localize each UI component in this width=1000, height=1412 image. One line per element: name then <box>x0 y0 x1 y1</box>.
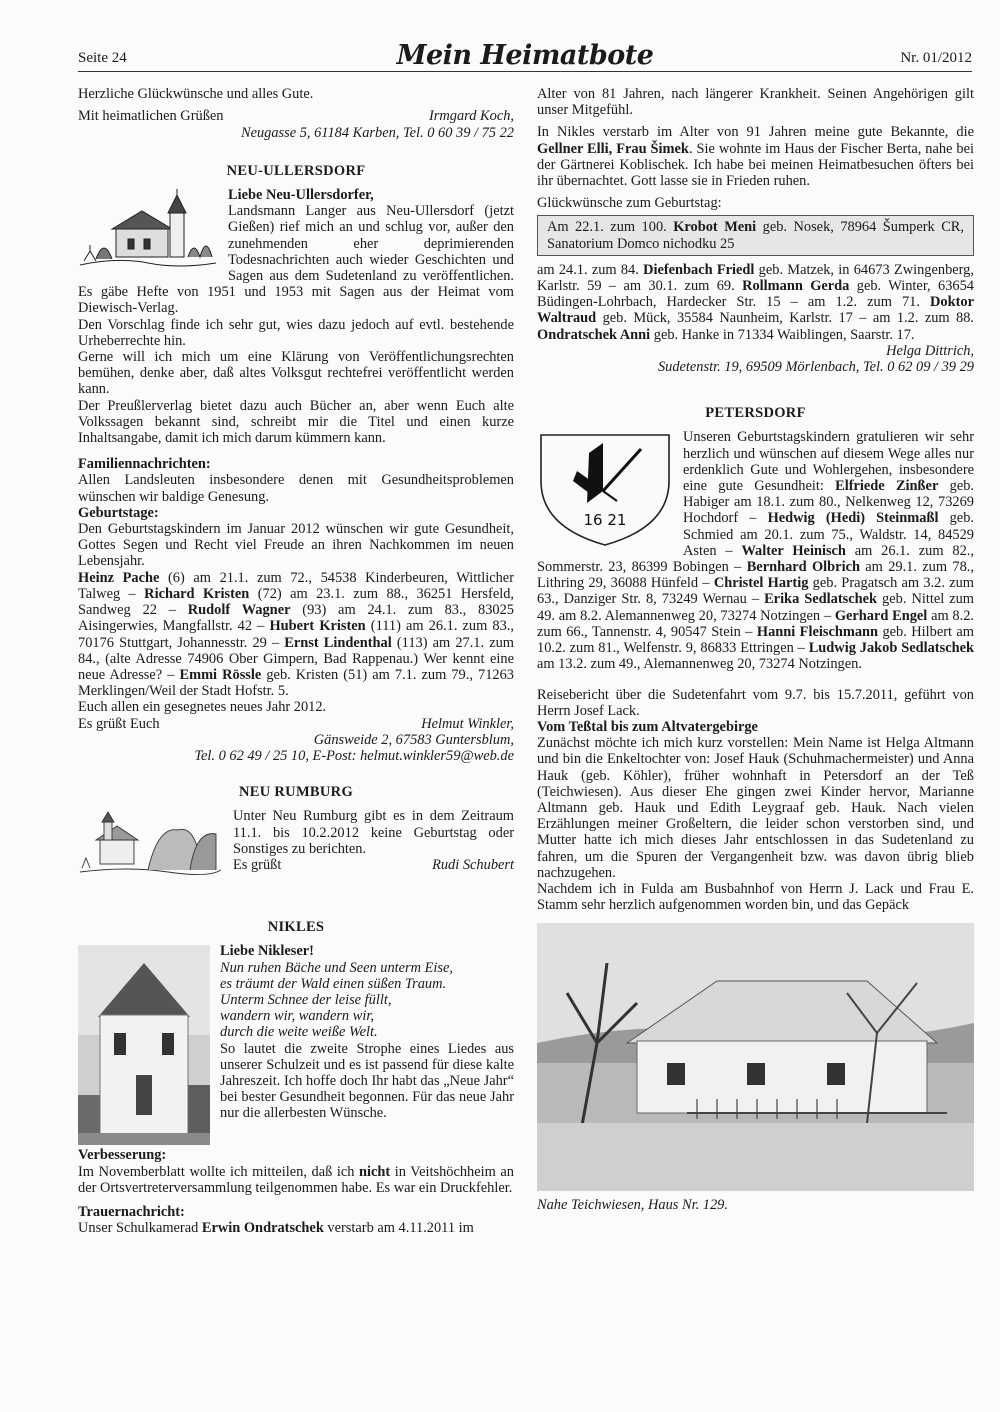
birthday-details: am 8.2. zum 66., Tannenstr. 4, 90547 Stein – <box>537 607 974 640</box>
signature-address: Gänsweide 2, 67583 Guntersblum, <box>313 731 514 748</box>
poem-line: Nun ruhen Bäche und Seen unterm Eise, <box>220 959 453 976</box>
neu-ullersdorf-paragraph-3: Gerne will ich mich um eine Klärung von Veröffentlichungsrechten bemühen, denke aber, daß altes Volksgut rechtefrei veröffentlicht werden kann. <box>78 349 514 398</box>
obituary-name: Erwin Ondratschek <box>201 1220 324 1237</box>
correction-text-c: in Veitshöchheim an der Ortsvertreterversammlung teilgenommen habe. Es war ein Druckfehler. <box>78 1163 514 1196</box>
birthday-details: (113) am 27.1. zum 84., (alte Adresse 74906 Ober Gimpern, Bad Rappenau.) Wer kennt eine neue Adresse? – <box>78 634 514 683</box>
section-title-neu-rumburg: NEU RUMBURG <box>238 784 354 801</box>
birthday-details: (72) am 23.1. zum 88., 36251 Hersfeld, Sandweg 22 – <box>78 585 514 619</box>
house-photo <box>537 923 974 1191</box>
poem-line: es träumt der Wald einen süßen Traum. <box>220 975 447 992</box>
right-column <box>537 86 974 1214</box>
birthday-details: am 29.1. zum 78., Lithring 29, 36088 Hünfeld – <box>537 559 974 592</box>
village-drawing-image <box>78 810 223 878</box>
birthday-name: Gerhard Engel <box>834 607 928 624</box>
birthday-name: Elfriede Zinßer <box>835 478 939 495</box>
birthdays-intro: Den Geburtstagskindern im Januar 2012 wünschen wir gute Gesundheit, Gottes Segen und Recht viel Freude an ihren Nachkommen im neuen Lebensjahr. <box>78 521 514 570</box>
signature-address-2: Sudetenstr. 19, 69509 Mörlenbach, Tel. 0 62 09 / 39 29 <box>657 359 974 376</box>
family-news-text: Allen Landsleuten insbesondere denen mit Gesundheitsproblemen wünschen wir baldige Genesung. <box>78 472 514 505</box>
obituary-heading: Trauernachricht: <box>78 1203 185 1220</box>
birthday-name: Hedwig (Hedi) Steinmaßl <box>767 510 939 527</box>
petersdorf-intro: Unseren Geburtstagskindern gratulieren wir sehr herzlich und wünschen auf diesem Wege alles nur erdenklich Gute und Wohlergehen, insbesondere eine gute Gesundheit: <box>683 429 974 495</box>
birthday-details: am 13.2. zum 49., Alemannenweg 20, 73274 Notzingen. <box>537 656 862 673</box>
section-title-neu-ullersdorf: NEU-ULLERSDORF <box>226 162 366 179</box>
issue-number: Nr. 01/2012 <box>900 50 972 66</box>
birthday-details: (93) am 24.1. zum 83., 83025 Aisingerwies, Mangfallstr. 42 – <box>78 602 514 635</box>
neu-rumburg-greeting: Es grüßt <box>233 856 282 873</box>
box-text-b: geb. Nosek, 78964 Šumperk CR, Sanatorium Domco nichodku 25 <box>547 219 965 252</box>
birthday-name: Doktor Waltraud <box>537 294 974 327</box>
highlight-birthday-box <box>537 215 974 255</box>
page-number: Seite 24 <box>78 50 127 66</box>
neu-rumburg-signature-row <box>233 857 514 873</box>
birthday-greetings-intro: Glückwünsche zum Geburtstag: <box>537 195 722 212</box>
header-rule <box>78 71 972 72</box>
obituary-text <box>78 1220 514 1236</box>
birthdays-heading: Geburtstage: <box>78 504 159 521</box>
signature-greeting: Es grüßt Euch <box>78 715 160 732</box>
neu-ullersdorf-paragraph-2: Den Vorschlag finde ich sehr gut, wies dazu jedoch auf evtl. bestehende Urheberrechte hin. <box>78 316 514 349</box>
birthday-name: Walter Heinisch <box>741 542 846 559</box>
signature-contact: Tel. 0 62 49 / 25 10, E-Post: helmut.winkler59@web.de <box>194 747 514 764</box>
intro-greeting: Mit heimatlichen Grüßen <box>78 108 224 125</box>
petersdorf-coat-of-arms <box>537 431 673 547</box>
neu-rumburg-text: Unter Neu Rumburg gibt es in dem Zeitraum 11.1. bis 10.2.2012 keine Geburtstag oder Sonstiges zu berichten. <box>233 808 514 857</box>
birthday-details: geb. Schmied am 20.1. zum 75., Waldstr. 14, 84529 Asten – <box>683 510 974 559</box>
travel-report-intro: Reisebericht über die Sudetenfahrt vom 9.7. bis 15.7.2011, geführt von Herrn Josef Lack. <box>537 686 974 719</box>
birthday-name: Richard Kristen <box>144 585 250 602</box>
birthday-name: Erika Sedlatschek <box>764 591 878 608</box>
masthead-title: Mein Heimatbote <box>396 40 654 71</box>
signature-name: Helmut Winkler, <box>421 715 514 732</box>
nikles-church-photo <box>78 945 210 1145</box>
family-news-heading: Familiennachrichten: <box>78 456 211 473</box>
birthday-details: am 24.1. zum 84. <box>537 261 644 278</box>
nikles-obituary-2 <box>537 124 974 189</box>
church-drawing-image <box>78 189 218 271</box>
obituary-continuation: Alter von 81 Jahren, nach längerer Krankheit. Seinen Angehörigen gilt unser Mitgefühl. <box>537 86 974 119</box>
obituary-2-text-b: . Sie wohnte im Haus der Fischer Berta, nahe bei der Gärtnerei Koblischek. Ich habe bei meinen Heimatbesuchen öfters bei ihr übernachtet. Gott lasse sie in Frieden ruhen. <box>537 140 974 190</box>
obituary-2-text-a: In Nikles verstarb im Alter von 91 Jahren meine gute Bekannte, die <box>537 124 974 141</box>
birthday-name: Christel Hartig <box>713 575 809 592</box>
obituary-text-b: verstarb am 4.11.2011 im <box>323 1220 474 1237</box>
poem-line: Unterm Schnee der leise füllt, <box>220 991 392 1008</box>
birthday-details: geb. Hanke in 71334 Waiblingen, Saarstr. 17. <box>650 326 915 343</box>
birthday-name: Ernst Lindenthal <box>284 634 392 651</box>
obituary-2-name: Gellner Elli, Frau Šimek <box>537 140 689 157</box>
birthday-name: Heinz Pache <box>78 569 160 586</box>
obituary-text-a: Unser Schulkamerad <box>78 1220 202 1237</box>
birthday-details: geb. Winter, 63654 Büdingen-Lohrbach, Hardecker Str. 15 – am 1.2. zum 71. <box>537 278 974 311</box>
birthday-details: (6) am 21.1. zum 72., 54538 Kinderbeuren, Wittlicher Talweg – <box>78 569 514 602</box>
birthday-details: am 26.1. zum 82., Sommerstr. 23, 86399 Bobingen – <box>537 542 974 576</box>
intro-signature-address: Neugasse 5, 61184 Karben, Tel. 0 60 39 / 75 22 <box>240 124 514 141</box>
section-title-nikles: NIKLES <box>267 919 325 936</box>
neu-ullersdorf-paragraph-1: Landsmann Langer aus Neu-Ullersdorf (jetzt Gießen) rief mich an und schlug vor, außer den zunehmenden eher deprimierenden Todesnachrichten auch wieder Geschichten und Sagen aus dem Sudetenland zu veröffentlichen. Es gäbe Hefte von 1951 und 1953 mit Sagen aus der Heimat vom Diewisch-Verlag. <box>78 203 514 317</box>
birthday-details: geb. Hilbert am 10.2. zum 81., Welfenstr. 9, 86833 Ettringen – <box>537 623 974 657</box>
photo-caption: Nahe Teichwiesen, Haus Nr. 129. <box>537 1197 728 1214</box>
poem-line: wandern wir, wandern wir, <box>220 1008 374 1025</box>
birthday-name: Diefenbach Friedl <box>643 261 755 278</box>
box-text-a: Am 22.1. zum 100. <box>547 219 674 236</box>
correction-heading: Verbesserung: <box>78 1147 167 1164</box>
signature-name-2: Helga Dittrich, <box>886 342 974 359</box>
box-name: Krobot Meni <box>673 219 757 236</box>
left-column <box>78 86 514 1236</box>
birthday-name: Hanni Fleischmann <box>756 623 879 640</box>
intro-wish: Herzliche Glückwünsche und alles Gute. <box>78 86 314 102</box>
signature-row <box>78 716 514 732</box>
neu-ullersdorf-salutation: Liebe Neu-Ullersdorfer, <box>228 187 374 204</box>
birthday-list <box>78 570 514 700</box>
birthday-details: (111) am 26.1. zum 83., 70176 Stuttgart, Johannesstr. 29 – <box>78 618 514 651</box>
birthday-details: geb. Nittel zum 49. am 8.2. Alemannenweg 20, 73274 Notzingen – <box>537 591 974 624</box>
new-year-wish: Euch allen ein gesegnetes neues Jahr 2012. <box>78 699 327 716</box>
travel-report-heading: Vom Teßtal bis zum Altvatergebirge <box>537 718 758 735</box>
birthday-name: Emmi Rössle <box>179 666 262 683</box>
birthday-details: geb. Habiger am 18.1. zum 80., Nelkenweg 12, 73269 Hochdorf – <box>683 478 974 527</box>
correction-emphasis: nicht <box>359 1163 391 1180</box>
birthday-details: geb. Mück, 35584 Naunheim, Karlstr. 17 – am 1.2. zum 88. <box>596 310 974 327</box>
birthday-name: Ludwig Jakob Sedlatschek <box>808 640 974 657</box>
birthday-name: Rollmann Gerda <box>742 278 850 295</box>
birthday-name: Ondratschek Anni <box>537 326 651 343</box>
birthday-name: Rudolf Wagner <box>187 602 291 619</box>
travel-report-paragraph-2: Nachdem ich in Fulda am Busbahnhof von Herrn J. Lack und Frau E. Stamm sehr herzlich aufgenommen worden bin, und das Gepäck <box>537 880 974 914</box>
neu-rumburg-signature: Rudi Schubert <box>432 856 514 873</box>
nikles-salutation: Liebe Nikleser! <box>220 943 314 960</box>
birthday-details: geb. Kristen (51) am 7.1. zum 79., 71263 Merklingen/Weil der Stadt Hofstr. 5. <box>78 666 514 700</box>
birthday-list-2 <box>537 262 974 343</box>
intro-signature-name: Irmgard Koch, <box>428 108 514 125</box>
section-title-petersdorf: PETERSDORF <box>705 405 806 422</box>
birthday-name: Hubert Kristen <box>269 618 366 635</box>
birthday-details: geb. Pragatsch am 3.2. zum 63., Danziger Str. 8, 73249 Wernau – <box>537 575 974 608</box>
correction-text <box>78 1164 514 1196</box>
travel-report-paragraph-1: Zunächst möchte ich mich kurz vorstellen: Mein Name ist Helga Altmann und bin die Enkeltochter von: Josef Hauk (Schuhmachermeister) und Anna Hauk (geb. Köhler), früher wohnhaft in Petersdorf an der Teß (Teichwiesen). Aus dieser Ehe gingen zwei Kinder hervor, Marianne Altmann geb. Hauk und Edith Leygraaf geb. Hauk. Nach vielen Erzählungen meiner Großeltern, die leider schon verstorben sind, und Mutter hatte ich mich dieses Jahr entschlossen in das Sudetenland zu fahren, um die Spuren der Vergangenheit bzw. was davon übrig blieb nachzugehen. <box>537 735 974 881</box>
neu-ullersdorf-paragraph-4: Der Preußlerverlag bietet dazu auch Bücher an, aber wenn Euch alte Volkssagen bekannt sind, schreibt mir die Titel und einen kurze Inhaltsangabe, damit ich mich darum kümmern kann. <box>78 397 514 447</box>
correction-text-a: Im Novemberblatt wollte ich mitteilen, daß ich <box>78 1163 360 1180</box>
poem-line: durch die weite weiße Welt. <box>220 1024 378 1041</box>
crest-year: 16 21 <box>583 511 627 530</box>
birthday-details: geb. Matzek, in 64673 Zwingenberg, Karlstr. 59 – am 30.1. zum 69. <box>537 261 974 295</box>
birthday-name: Bernhard Olbrich <box>746 559 860 576</box>
nikles-text: So lautet die zweite Strophe eines Liedes aus unserer Schulzeit und es ist passend für diese kalte Jahreszeit. Ich hoffe doch Ihr habt das „Neue Jahr“ bei bester Gesundheit begonnen. Für das neue Jahr nur die allerbesten Wünsche. <box>220 1040 514 1122</box>
